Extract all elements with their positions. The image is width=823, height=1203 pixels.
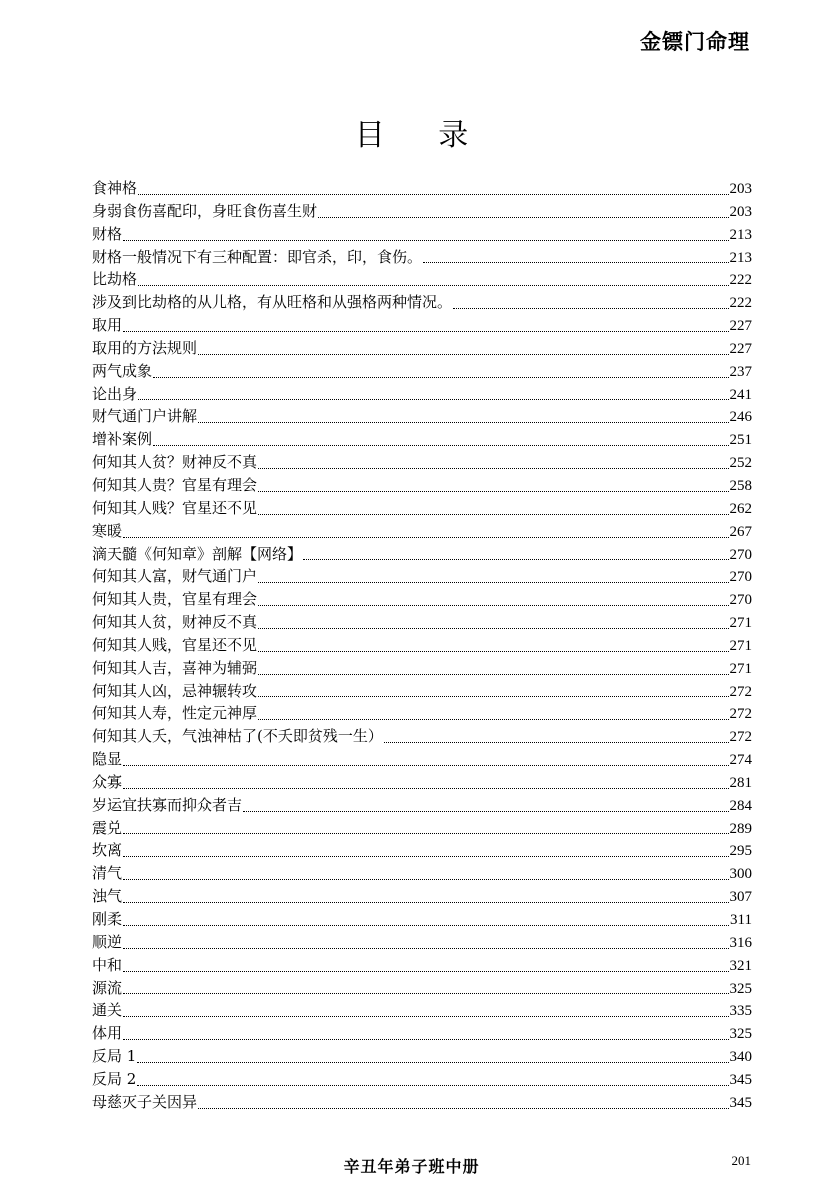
toc-entry[interactable] xyxy=(92,405,752,428)
toc-entry-page: 222 xyxy=(729,272,752,289)
toc-entry[interactable] xyxy=(92,954,752,977)
toc-dot-leader xyxy=(138,194,728,195)
toc-entry[interactable] xyxy=(92,1068,752,1091)
toc-dot-leader xyxy=(384,742,729,743)
toc-entry[interactable] xyxy=(92,794,752,817)
toc-dot-leader xyxy=(258,651,728,652)
toc-entry-title: 何知其人寿，性定元神厚 xyxy=(92,704,258,723)
toc-entry-page: 271 xyxy=(729,637,752,654)
toc-entry[interactable] xyxy=(92,497,752,520)
toc-dot-leader xyxy=(198,354,728,355)
toc-dot-leader xyxy=(123,833,728,834)
toc-entry[interactable] xyxy=(92,977,752,1000)
toc-entry-title: 震兑 xyxy=(92,818,123,837)
toc-dot-leader xyxy=(123,788,728,789)
toc-entry-title: 通关 xyxy=(92,1001,123,1020)
toc-entry[interactable] xyxy=(92,931,752,954)
toc-entry-title: 清气 xyxy=(92,864,123,883)
toc-entry[interactable] xyxy=(92,223,752,246)
toc-dot-leader xyxy=(123,971,728,972)
toc-dot-leader xyxy=(258,696,728,697)
toc-dot-leader xyxy=(258,605,728,606)
table-of-contents xyxy=(92,177,752,1114)
toc-entry-page: 252 xyxy=(729,455,752,472)
header-brand: 金镖门命理 xyxy=(640,30,750,54)
toc-dot-leader xyxy=(123,925,729,926)
footer-book-title: 辛丑年弟子班中册 xyxy=(343,1157,480,1176)
toc-entry[interactable] xyxy=(92,657,752,680)
toc-dot-leader xyxy=(258,674,728,675)
toc-entry-title: 体用 xyxy=(92,1024,123,1043)
toc-entry-page: 340 xyxy=(729,1049,752,1066)
toc-entry-page: 281 xyxy=(729,774,752,791)
toc-dot-leader xyxy=(453,308,728,309)
toc-entry-title: 顺逆 xyxy=(92,932,123,951)
toc-entry[interactable] xyxy=(92,725,752,748)
toc-entry[interactable] xyxy=(92,817,752,840)
toc-entry-page: 251 xyxy=(729,432,752,449)
toc-entry[interactable] xyxy=(92,474,752,497)
toc-entry[interactable] xyxy=(92,520,752,543)
toc-entry-page: 325 xyxy=(729,1026,752,1043)
toc-dot-leader xyxy=(123,1016,728,1017)
toc-entry[interactable] xyxy=(92,383,752,406)
toc-entry[interactable] xyxy=(92,291,752,314)
toc-entry[interactable] xyxy=(92,588,752,611)
toc-entry-page: 270 xyxy=(729,569,752,586)
footer-page-number: 201 xyxy=(731,1153,751,1168)
toc-dot-leader xyxy=(123,879,728,880)
toc-dot-leader xyxy=(123,240,728,241)
toc-entry[interactable] xyxy=(92,748,752,771)
toc-entry-title: 论出身 xyxy=(92,384,138,403)
toc-entry-title: 财格 xyxy=(92,224,123,243)
toc-entry-title: 涉及到比劫格的从儿格，有从旺格和从强格两种情况。 xyxy=(92,293,453,312)
toc-entry[interactable] xyxy=(92,177,752,200)
toc-entry-page: 316 xyxy=(729,934,752,951)
toc-dot-leader xyxy=(198,422,728,423)
toc-dot-leader xyxy=(258,468,728,469)
toc-entry-page: 300 xyxy=(729,866,752,883)
toc-dot-leader xyxy=(138,285,728,286)
toc-entry-title: 增补案例 xyxy=(92,430,153,449)
toc-entry-page: 335 xyxy=(729,1003,752,1020)
toc-entry-page: 272 xyxy=(729,706,752,723)
toc-entry-page: 345 xyxy=(729,1094,752,1111)
toc-entry[interactable] xyxy=(92,246,752,269)
toc-entry-page: 295 xyxy=(729,843,752,860)
toc-entry-page: 227 xyxy=(729,318,752,335)
toc-entry[interactable] xyxy=(92,839,752,862)
toc-dot-leader xyxy=(303,559,728,560)
toc-entry-title: 何知其人贱？官星还不见 xyxy=(92,498,258,517)
toc-entry-page: 267 xyxy=(729,523,752,540)
toc-entry-page: 274 xyxy=(729,752,752,769)
toc-entry[interactable] xyxy=(92,1022,752,1045)
toc-entry[interactable] xyxy=(92,428,752,451)
toc-entry-title: 何知其人贫？财神反不真 xyxy=(92,453,258,472)
toc-entry-title: 取用的方法规则 xyxy=(92,338,198,357)
toc-entry-title: 何知其人贱，官星还不见 xyxy=(92,635,258,654)
toc-entry[interactable] xyxy=(92,451,752,474)
toc-entry-title: 中和 xyxy=(92,955,123,974)
toc-entry[interactable] xyxy=(92,908,752,931)
toc-dot-leader xyxy=(123,856,728,857)
toc-entry-title: 隐显 xyxy=(92,750,123,769)
toc-dot-leader xyxy=(138,399,728,400)
toc-entry[interactable] xyxy=(92,1045,752,1068)
toc-entry-title: 两气成象 xyxy=(92,361,153,380)
toc-entry[interactable] xyxy=(92,885,752,908)
toc-entry-title: 何知其人凶，忌神辗转攻 xyxy=(92,681,258,700)
toc-entry-title: 母慈灭子关因异 xyxy=(92,1092,198,1111)
toc-entry-page: 237 xyxy=(729,363,752,380)
toc-dot-leader xyxy=(198,1108,728,1109)
toc-dot-leader xyxy=(318,217,728,218)
toc-entry[interactable] xyxy=(92,337,752,360)
toc-dot-leader xyxy=(123,765,728,766)
toc-entry-page: 213 xyxy=(729,226,752,243)
toc-entry-title: 何知其人夭，气浊神枯了(不夭即贫残一生） xyxy=(92,727,383,746)
toc-entry[interactable] xyxy=(92,680,752,703)
toc-entry-page: 325 xyxy=(729,980,752,997)
toc-entry[interactable] xyxy=(92,565,752,588)
toc-entry-page: 272 xyxy=(729,683,752,700)
toc-entry-page: 271 xyxy=(729,615,752,632)
toc-entry-title: 刚柔 xyxy=(92,910,123,928)
toc-entry-title: 取用 xyxy=(92,316,123,335)
toc-dot-leader xyxy=(137,1062,728,1063)
toc-entry-page: 213 xyxy=(729,249,752,266)
toc-entry-page: 262 xyxy=(729,500,752,517)
toc-entry-title: 岁运宜扶寡而抑众者吉 xyxy=(92,795,243,814)
toc-entry[interactable] xyxy=(92,360,752,383)
toc-entry-title: 滴天髓《何知章》剖解【网络】 xyxy=(92,544,303,563)
toc-entry-page: 203 xyxy=(729,181,752,197)
toc-entry[interactable] xyxy=(92,314,752,337)
toc-entry-title: 比劫格 xyxy=(92,270,138,289)
toc-entry-page: 241 xyxy=(729,386,752,403)
toc-entry-title: 何知其人贫，财神反不真 xyxy=(92,613,258,632)
toc-dot-leader xyxy=(258,582,728,583)
toc-entry[interactable] xyxy=(92,543,752,566)
toc-entry-page: 270 xyxy=(729,592,752,609)
toc-dot-leader xyxy=(137,1085,728,1086)
toc-dot-leader xyxy=(123,948,728,949)
toc-entry-page: 270 xyxy=(729,546,752,563)
toc-entry-page: 246 xyxy=(729,409,752,426)
toc-entry[interactable] xyxy=(92,611,752,634)
toc-entry-title: 财格一般情况下有三种配置：即官杀，印，食伤。 xyxy=(92,247,423,266)
toc-entry-title: 身弱食伤喜配印，身旺食伤喜生财 xyxy=(92,201,318,220)
toc-entry-title: 何知其人富，财气通门户 xyxy=(92,567,258,586)
toc-entry-page: 307 xyxy=(729,889,752,906)
toc-dot-leader xyxy=(423,262,728,263)
toc-entry-title: 食神格 xyxy=(92,179,138,197)
toc-dot-leader xyxy=(258,719,728,720)
toc-entry-title: 坎离 xyxy=(92,841,123,860)
toc-entry-title: 浊气 xyxy=(92,887,123,906)
toc-dot-leader xyxy=(123,902,728,903)
toc-entry-page: 227 xyxy=(729,340,752,357)
toc-entry[interactable] xyxy=(92,268,752,291)
toc-entry[interactable] xyxy=(92,702,752,725)
toc-entry-page: 271 xyxy=(729,660,752,677)
toc-dot-leader xyxy=(123,537,728,538)
toc-entry[interactable] xyxy=(92,862,752,885)
toc-entry-page: 289 xyxy=(729,820,752,837)
toc-entry-title: 寒暖 xyxy=(92,521,123,540)
toc-dot-leader xyxy=(153,445,728,446)
toc-entry[interactable] xyxy=(92,999,752,1022)
page-title: 目 录 xyxy=(354,118,491,153)
toc-entry-page: 345 xyxy=(729,1071,752,1088)
toc-entry-page: 321 xyxy=(729,957,752,974)
toc-entry-page: 311 xyxy=(730,912,752,928)
toc-entry[interactable] xyxy=(92,200,752,223)
toc-entry[interactable] xyxy=(92,634,752,657)
toc-dot-leader xyxy=(123,331,728,332)
toc-entry-page: 258 xyxy=(729,477,752,494)
toc-dot-leader xyxy=(258,628,728,629)
toc-entry-title: 反局 1 xyxy=(92,1047,137,1066)
toc-entry-page: 222 xyxy=(729,295,752,312)
toc-entry-page: 203 xyxy=(729,203,752,220)
toc-entry-title: 财气通门户讲解 xyxy=(92,407,198,426)
toc-entry-title: 源流 xyxy=(92,978,123,997)
toc-entry-title: 众寡 xyxy=(92,772,123,791)
toc-entry[interactable] xyxy=(92,771,752,794)
toc-entry-page: 284 xyxy=(729,797,752,814)
toc-dot-leader xyxy=(258,491,728,492)
toc-entry-title: 何知其人吉，喜神为辅弼 xyxy=(92,658,258,677)
toc-dot-leader xyxy=(123,1039,728,1040)
toc-dot-leader xyxy=(123,993,728,994)
toc-entry-title: 何知其人贵，官星有理会 xyxy=(92,590,258,609)
toc-entry-title: 何知其人贵？官星有理会 xyxy=(92,475,258,494)
toc-entry-title: 反局 2 xyxy=(92,1069,137,1088)
toc-dot-leader xyxy=(153,377,728,378)
toc-dot-leader xyxy=(243,811,728,812)
toc-entry-page: 272 xyxy=(729,729,752,746)
toc-entry[interactable] xyxy=(92,1091,752,1114)
toc-dot-leader xyxy=(258,514,728,515)
